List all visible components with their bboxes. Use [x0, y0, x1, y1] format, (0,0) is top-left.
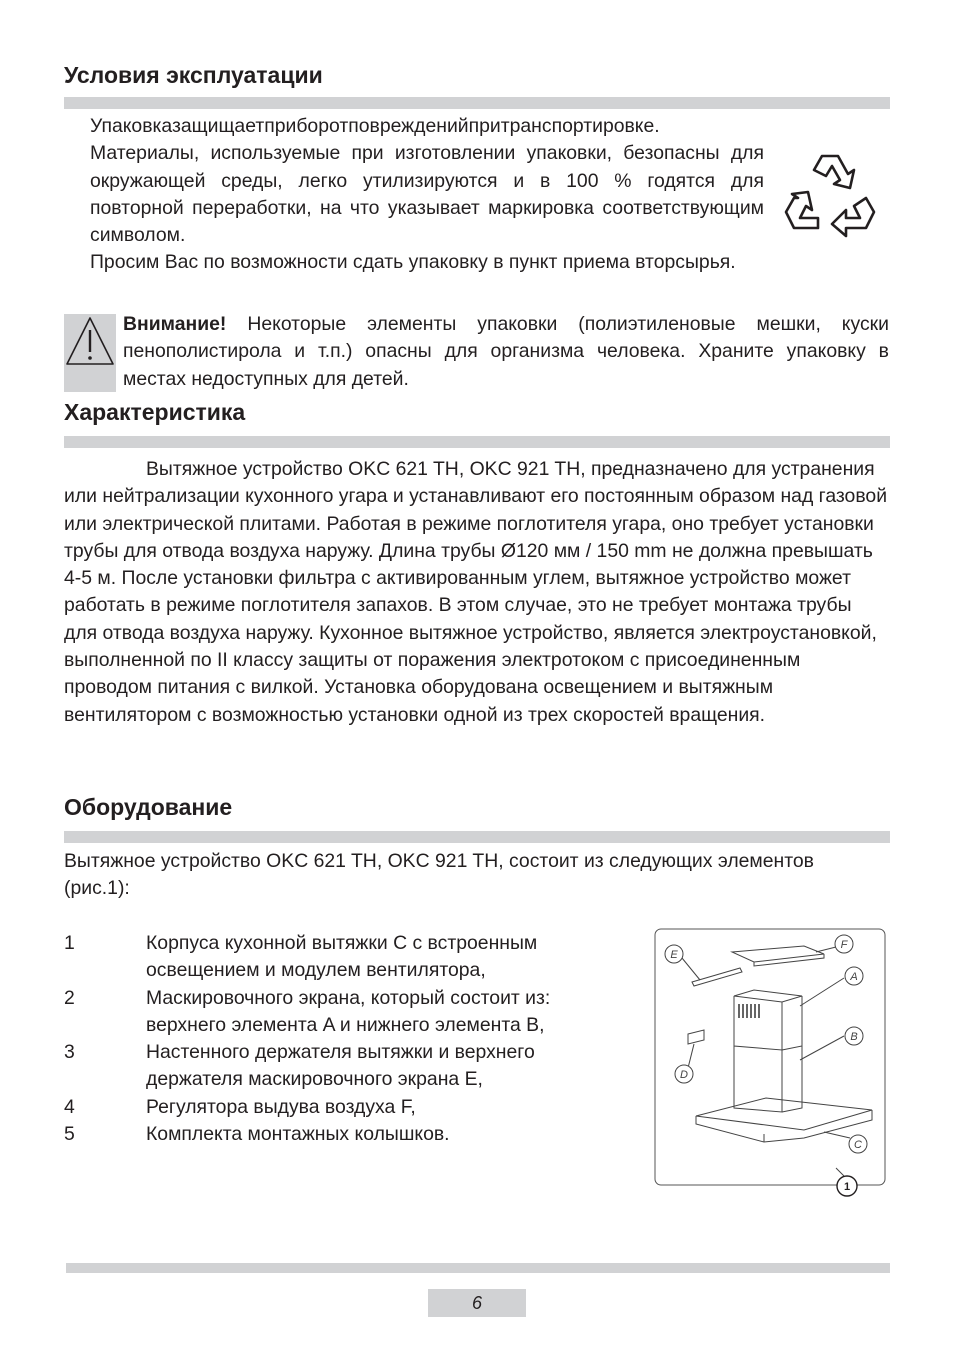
recycle-icon	[782, 148, 878, 248]
list-item: 5 Комплекта монтажных колышков.	[64, 1123, 450, 1146]
list-item: 4 Регулятора выдува воздуха F,	[64, 1095, 416, 1118]
warning-label: Внимание!	[123, 313, 227, 335]
figure-label-b: B	[850, 1031, 858, 1043]
list-item: 1 Корпуса кухонной вытяжки C с встроенным освещением и модулем вентилятора,	[64, 932, 538, 982]
figure-label-a: A	[850, 971, 858, 983]
section-title-conditions: Условия эксплуатации	[64, 62, 323, 88]
footer-rule	[66, 1263, 890, 1273]
section-title-characteristics: Характеристика	[64, 399, 246, 425]
list-item: 3 Настенного держателя вытяжки и верхнего держателя маскировочного экрана E,	[64, 1041, 535, 1091]
figure-label-f: F	[840, 939, 848, 951]
figure-label-e: E	[670, 949, 678, 961]
list-item: 2 Маскировочного экрана, который состоит из: верхнего элемента A и нижнего элемента B,	[64, 986, 551, 1036]
section-rule	[64, 97, 890, 109]
warning-triangle-icon	[64, 314, 116, 392]
figure-label-c: C	[854, 1139, 862, 1151]
characteristics-paragraph: Вытяжное устройство OKC 621 TH, OKC 921 TH, предназначено для устранения или нейтрализации кухонного угара и устанавливают его постоянным образом над газовой или электрической плитами. Работая в режиме поглотителя угара, оно требует установки трубы для отвода воздуха наружу. Длина трубы Ø120 мм / 150 mm не должна превышать 4-5 м. После установки фильтра с активированным углем, вытяжное устройство может работать в режиме поглотителя запахов. В этом случае, это не требует монтажа трубы для отвода воздуха наружу. Кухонное вытяжное устройство, является электроустановкой, выполненной по II классу защиты от поражения электротоком с присоединенным проводом питания с вилкой. Установка оборудована освещением и вытяжным вентилятором с возможностью установки одной из трех скоростей вращения.	[64, 458, 888, 726]
figure-number: 1	[843, 1181, 851, 1193]
warning-box	[64, 314, 116, 392]
warning-paragraph	[123, 311, 889, 393]
packaging-paragraph: Упаковказащищаетприборотповрежденийпритранспортировке. Материалы, используемые при изготовлении упаковки, безопасны для окружающей среды, легко утилизируются и в 100 % годятся для повторной переработки, на что указывает маркировка соответствующим символом. Просим Вас по возможности сдать упаковку в пункт приема вторсырья.	[90, 115, 764, 274]
figure-label-d: D	[680, 1069, 688, 1081]
section-title-equipment: Оборудование	[64, 794, 233, 820]
figure-hood-diagram	[654, 928, 886, 1193]
equipment-list	[64, 930, 626, 1148]
section-rule	[64, 436, 890, 448]
page-number: 6	[428, 1289, 526, 1317]
section-rule	[64, 831, 890, 843]
equipment-intro: Вытяжное устройство OKC 621 TH, OKC 921 TH, состоит из следующих элементов (рис.1):	[64, 850, 814, 900]
warning-text: Некоторые элементы упаковки (полиэтиленовые мешки, куски пенополистирола и т.п.) опасны для организма человека. Храните упаковку в местах недоступных для детей.	[123, 313, 889, 390]
